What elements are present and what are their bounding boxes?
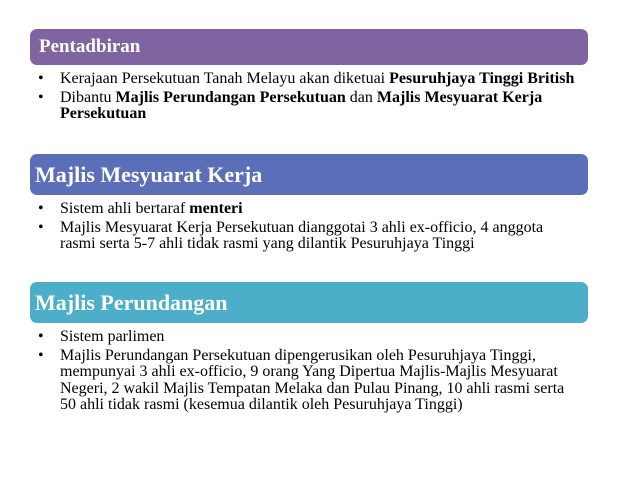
bullet-icon: • xyxy=(38,70,44,87)
section-title: Pentadbiran xyxy=(39,36,141,57)
list-item: • Majlis Perundangan Persekutuan dipengerusikan oleh Pesuruhjaya Tinggi, mempunyai 3 ahli ex-officio, 9 orang Yang Dipertua Majlis-Majlis Mesyuarat Negeri, 2 wakil Majlis Tempatan Melaka dan Pulau Pinang, 10 ahli rasmi serta 50 ahli tidak rasmi (kesemua dilantik oleh Pesuruhjaya Tinggi) xyxy=(38,346,565,413)
section-header-majlis-perundangan xyxy=(30,282,588,323)
list-item: • Majlis Mesyuarat Kerja Persekutuan dianggotai 3 ahli ex-officio, 4 anggota rasmi serta 5-7 ahli tidak rasmi yang dilantik Pesuruhjaya Tinggi xyxy=(38,218,544,252)
bullet-list-majlis-perundangan xyxy=(36,329,581,416)
bullet-icon: • xyxy=(38,218,44,236)
list-item: • Sistem ahli bertaraf menteri xyxy=(38,200,243,217)
section-header-pentadbiran xyxy=(30,29,588,65)
list-item: • Kerajaan Persekutuan Tanah Melayu akan diketuai Pesuruhjaya Tinggi British xyxy=(38,70,575,87)
bullet-icon: • xyxy=(38,328,44,345)
list-item: • Dibantu Majlis Perundangan Persekutuan dan Majlis Mesyuarat Kerja Persekutuan xyxy=(38,88,543,122)
bullet-list-majlis-mesyuarat-kerja xyxy=(36,201,581,255)
section-header-majlis-mesyuarat-kerja xyxy=(30,154,588,195)
section-title: Majlis Perundangan xyxy=(35,289,228,315)
bullet-icon: • xyxy=(38,346,44,364)
list-item: • Sistem parlimen xyxy=(38,328,165,345)
bullet-list-pentadbiran xyxy=(36,71,581,125)
section-title: Majlis Mesyuarat Kerja xyxy=(35,161,263,187)
bullet-icon: • xyxy=(38,200,44,217)
bullet-icon: • xyxy=(38,88,44,106)
